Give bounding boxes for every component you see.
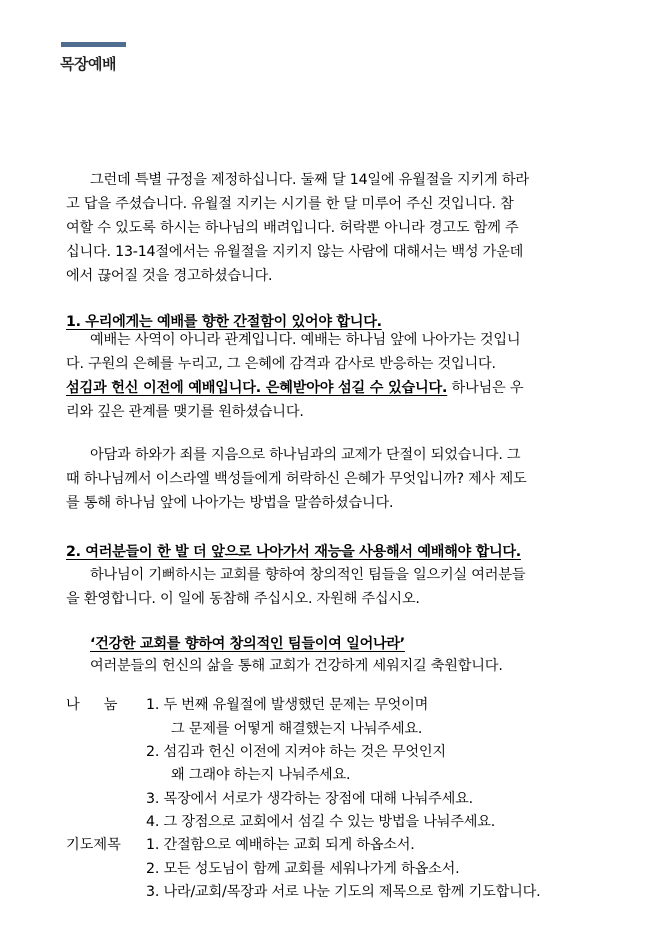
share-item: 2. 섬김과 헌신 이전에 지켜야 하는 것은 무엇인지: [146, 744, 446, 760]
prayer-label: 기도제목: [66, 837, 121, 853]
prayer-item: 3. 나라/교회/목장과 서로 나눈 기도의 제목으로 함께 기도합니다.: [146, 884, 541, 900]
section-1-para2-line: 를 통해 하나님 앞에 나아가는 방법을 말씀하셨습니다.: [66, 495, 394, 511]
share-label: 나 눔: [66, 697, 118, 713]
slogan-title: ‘건강한 교회를 향하여 창의적인 팀들이여 일어나라’: [90, 636, 405, 652]
share-item-cont: 그 문제를 어떻게 해결했는지 나눠주세요.: [171, 721, 423, 737]
section-1-line: 예배는 사역이 아니라 관계입니다. 예배는 하나님 앞에 나아가는 것입니: [90, 332, 521, 348]
share-item: 1. 두 번째 유월절에 발생했던 문제는 무엇이며: [146, 697, 429, 713]
section-1-heading: 1. 우리에게는 예배를 향한 간절함이 있어야 합니다.: [66, 314, 382, 330]
section-1-line-rest: 하나님은 우: [447, 380, 524, 396]
section-1-para2-line: 아담과 하와가 죄를 지음으로 하나님과의 교제가 단절이 되었습니다. 그: [90, 447, 521, 463]
share-item: 3. 목장에서 서로가 생각하는 장점에 대해 나눠주세요.: [146, 791, 473, 807]
share-item: 4. 그 장점으로 교회에서 섬길 수 있는 방법을 나눠주세요.: [146, 814, 496, 830]
section-1-line: [66, 376, 614, 400]
section-1-para2-line: 때 하나님께서 이스라엘 백성들에게 허락하신 은혜가 무엇입니까? 제사 제도: [66, 471, 527, 487]
section-2-paragraph: [66, 563, 614, 611]
section-1-paragraph: [66, 328, 614, 424]
share-item-cont: 왜 그래야 하는지 나눠주세요.: [171, 767, 351, 783]
section-1-paragraph-2: [66, 443, 614, 515]
intro-line: 그런데 특별 규정을 제정하십니다. 둘째 달 14일에 유월절을 지키게 하라: [90, 172, 529, 188]
prayer-item: 2. 모든 성도님이 함께 교회를 세워나가게 하옵소서.: [146, 861, 460, 877]
prayer-item: 1. 간절함으로 예배하는 교회 되게 하옵소서.: [146, 837, 415, 853]
section-1-line: 다. 구원의 은혜를 누리고, 그 은혜에 감격과 감사로 반응하는 것입니다.: [66, 356, 496, 372]
intro-paragraph: [66, 168, 614, 288]
slogan-line: 여러분들의 헌신의 삶을 통해 교회가 건강하게 세워지길 축원합니다.: [90, 658, 503, 674]
section-2-heading: 2. 여러분들이 한 발 더 앞으로 나아가서 재능을 사용해서 예배해야 합니다.: [66, 544, 521, 560]
header-accent-bar: [61, 42, 126, 47]
page-title: 목장예배: [60, 55, 116, 73]
section-1-emphasis: 섬김과 헌신 이전에 예배입니다. 은혜받아야 섬길 수 있습니다.: [66, 380, 448, 396]
section-2-line: 하나님이 기뻐하시는 교회를 향하여 창의적인 팀들을 일으키실 여러분들: [90, 567, 526, 583]
intro-line: 고 답을 주셨습니다. 유월절 지키는 시기를 한 달 미루어 주신 것입니다. 참: [66, 196, 514, 212]
section-2-line: 을 환영합니다. 이 일에 동참해 주십시오. 자원해 주십시오.: [66, 591, 420, 607]
intro-line: 십니다. 13-14절에서는 유월절을 지키지 않는 사람에 대해서는 백성 가운데: [66, 244, 524, 260]
intro-line: 에서 끊어질 것을 경고하셨습니다.: [66, 268, 273, 284]
intro-line: 여할 수 있도록 하시는 하나님의 배려입니다. 허락뿐 아니라 경고도 함께 주: [66, 220, 519, 236]
section-1-line: 리와 깊은 관계를 맺기를 원하셨습니다.: [66, 404, 304, 420]
